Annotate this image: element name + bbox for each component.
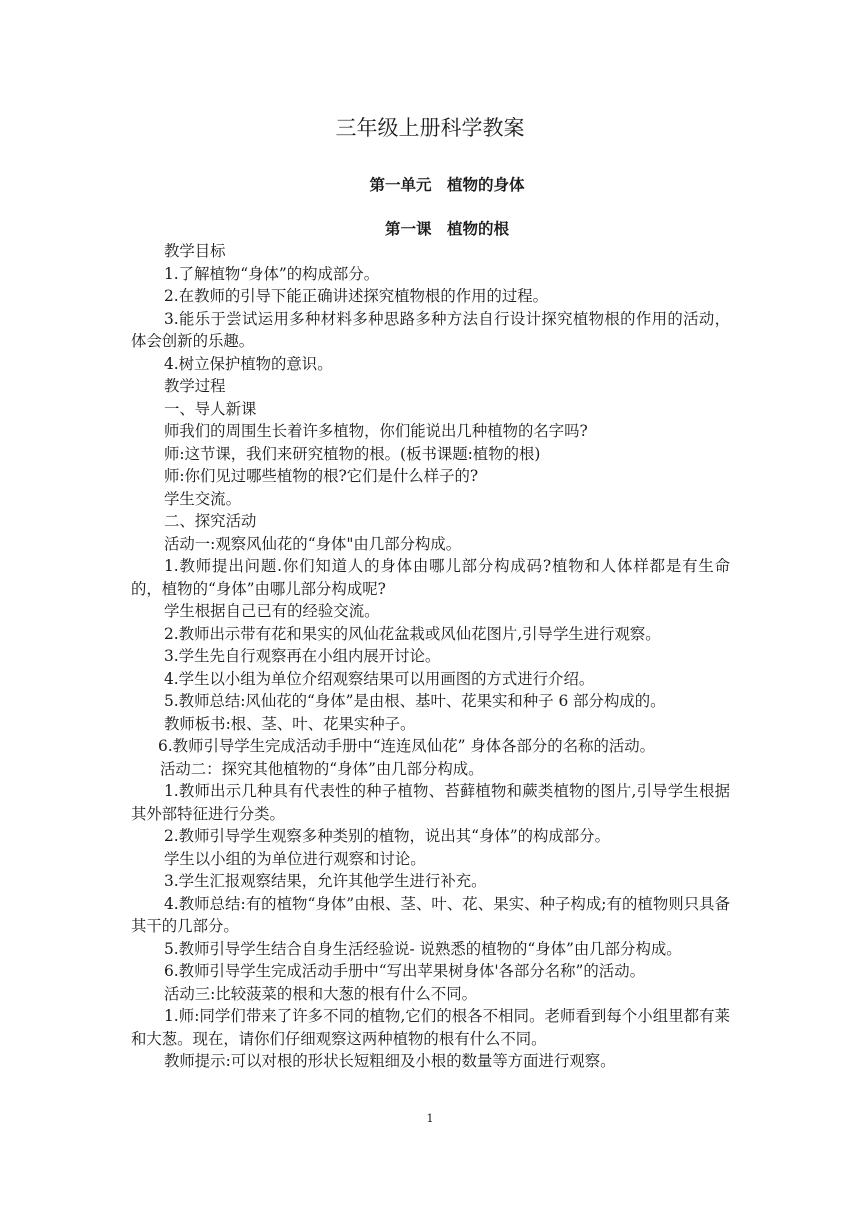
- paragraph: 一、导人新课: [164, 399, 257, 418]
- paragraph: 3.学生先自行观察再在小组内展开讨论。: [164, 647, 441, 665]
- paragraph: 师我们的周围生长着许多植物，你们能说出几种植物的名字吗?: [164, 422, 588, 440]
- document-body: [131, 240, 730, 1073]
- paragraph: 4.学生以小组为单位介绍观察结果可以用画图的方式进行介绍。: [164, 669, 595, 688]
- paragraph: 师:你们见过哪些植物的根?它们是什么样子的?: [164, 467, 479, 485]
- paragraph: 活动三:比较菠菜的根和大葱的根有什么不同。: [164, 984, 477, 1003]
- paragraph: 2.在教师的引导下能正确讲述探究植物根的作用的过程。: [164, 287, 549, 305]
- paragraph: 1.了解植物“身体”的构成部分。: [164, 264, 380, 283]
- paragraph: 6.教师引导学生完成活动手册中“写出苹果树身体'各部分名称”的活动。: [164, 962, 645, 980]
- paragraph: 1.师:同学们带来了许多不同的植物,它们的根各不相同。老师看到每个小组里都有莱和大葱。现在，请你们仔细观察这两种植物的根有什么不同。: [131, 1007, 730, 1048]
- paragraph: 二、探究活动: [164, 512, 257, 530]
- paragraph: 学生交流。: [164, 489, 241, 508]
- paragraph: 学生以小组的为单位进行观察和讨论。: [164, 849, 426, 868]
- paragraph: 师:这节课，我们来研究植物的根。(板书课题:植物的根): [164, 444, 541, 463]
- paragraph: 活动二：探究其他植物的“身体”由几部分构成。: [160, 759, 484, 778]
- paragraph: 教师板书:根、茎、叶、花果实种子。: [164, 714, 416, 733]
- paragraph: 活动一:观察风仙花的“身体"由几部分构成。: [164, 534, 462, 553]
- paragraph: 4.教师总结:有的植物“身体”由根、茎、叶、花、果实、种子构成;有的植物则只具备其干的几部分。: [131, 894, 730, 935]
- paragraph: 3.能乐于尝试运用多种材料多种思路多种方法自行设计探究植物根的作用的活动，体会创新的乐趣。: [131, 309, 730, 350]
- paragraph: 教学目标: [164, 242, 226, 260]
- paragraph: 教师提示:可以对根的形状长短粗细及小根的数量等方面进行观察。: [164, 1052, 616, 1070]
- paragraph: 4.树立保护植物的意识。: [164, 354, 333, 373]
- document-title: 三年级上册科学教案: [335, 116, 525, 140]
- page-number: 1: [426, 1112, 434, 1125]
- paragraph: 1.教师出示几种具有代表性的种子植物、苔藓植物和蕨类植物的图片,引导学生根据其外部特征进行分类。: [131, 782, 730, 823]
- paragraph: 5.教师引导学生结合自身生活经验说- 说熟悉的植物的“身体”由几部分构成。: [164, 939, 682, 958]
- paragraph: 3.学生汇报观察结果，允许其他学生进行补充。: [164, 872, 487, 890]
- paragraph: 2.教师引导学生观察多种类别的植物，说出其“身体”的构成部分。: [164, 827, 610, 845]
- paragraph: 5.教师总结:风仙花的“身体”是由根、基叶、花果实和种子 6 部分构成的。: [164, 692, 666, 710]
- paragraph: 1.教师提出问题.你们知道人的身体由哪儿部分构成码?植物和人体样都是有生命的，植物的“身体”由哪儿部分构成呢?: [131, 557, 730, 598]
- unit-heading: 第一单元 植物的身体: [369, 176, 525, 194]
- lesson-heading: 第一课 植物的根: [384, 220, 509, 238]
- paragraph: 6.教师引导学生完成活动手册中“连连凤仙花” 身体各部分的名称的活动。: [158, 737, 656, 755]
- paragraph: 学生根据自己已有的经验交流。: [164, 602, 380, 620]
- paragraph: 2.教师出示带有花和果实的风仙花盆栽或风仙花图片,引导学生进行观察。: [164, 624, 661, 643]
- paragraph: 教学过程: [164, 377, 226, 395]
